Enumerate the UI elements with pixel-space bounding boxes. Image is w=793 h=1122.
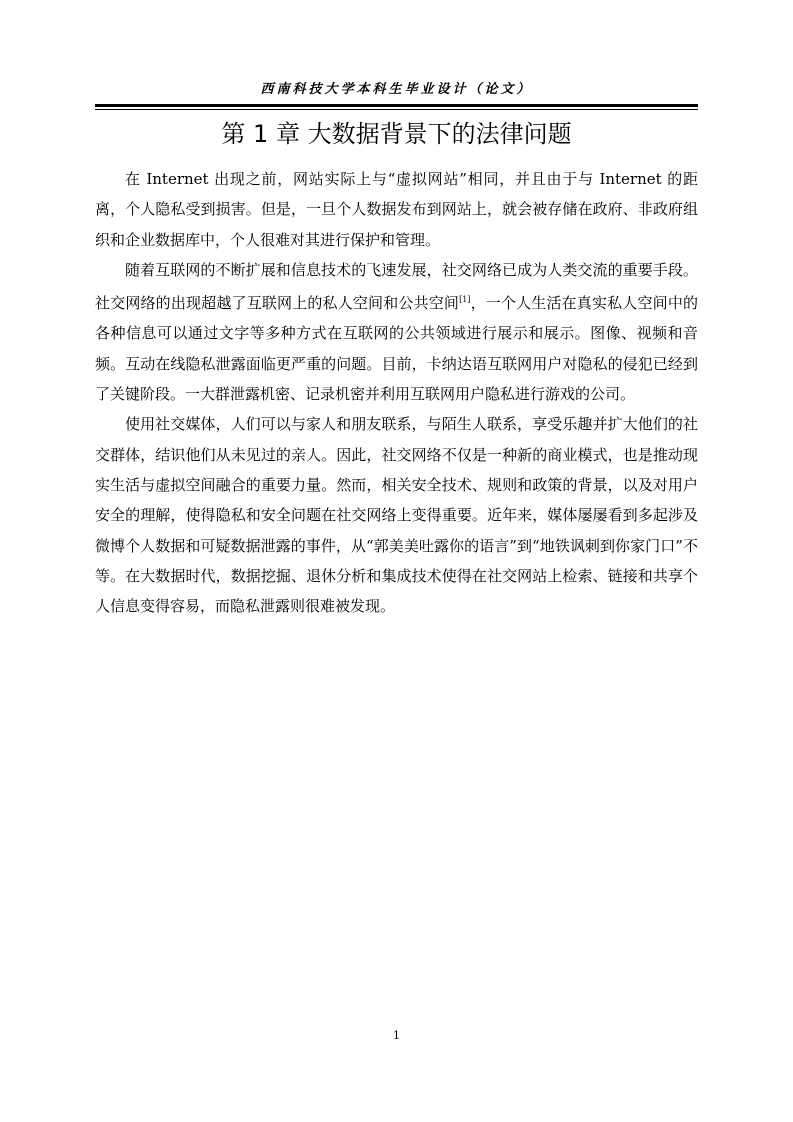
body-text: [95, 164, 698, 621]
citation-ref: [1]: [459, 295, 471, 305]
running-header: 西南科技大学本科生毕业设计（论文）: [260, 82, 533, 97]
paragraph-3: 使用社交媒体，人们可以与家人和朋友联系，与陌生人联系，享受乐趣并扩大他们的社交群体，结识他们从未见过的亲人。因此，社交网络不仅是一种新的商业模式，也是推动现实生活与虚拟空间融合的重要力量。然而，相关安全技术、规则和政策的背景，以及对用户安全的理解，使得隐私和安全问题在社交网络上变得重要。近年来，媒体屡屡看到多起涉及微博个人数据和可疑数据泄露的事件，从“郭美美吐露你的语言”到“地铁讽刺到你家门口”不等。在大数据时代，数据挖掘、退休分析和集成技术使得在社交网站上检索、链接和共享个人信息变得容易，而隐私泄露则很难被发现。: [95, 415, 698, 616]
page-number: 1: [393, 1029, 400, 1042]
header-rule-thin: [95, 109, 698, 110]
paragraph-2: 随着互联网的不断扩展和信息技术的飞速发展，社交网络已成为人类交流的重要手段。社交网络的出现超越了互联网上的私人空间和公共空间[1]，一个人生活在真实私人空间中的各种信息可以通过文字等多种方式在互联网的公共领域进行展示和展示。图像、视频和音频。互动在线隐私泄露面临更严重的问题。目前，卡纳达语互联网用户对隐私的侵犯已经到了关键阶段。一大群泄露机密、记录机密并利用互联网用户隐私进行游戏的公司。: [95, 260, 698, 404]
paragraph-1: 在 Internet 出现之前，网站实际上与“虚拟网站”相同，并且由于与 Internet 的距离，个人隐私受到损害。但是，一旦个人数据发布到网站上，就会被存储在政府、非政府组织和企业数据库中，个人很难对其进行保护和管理。: [95, 170, 698, 249]
chapter-title: 第 1 章 大数据背景下的法律问题: [221, 120, 572, 148]
header-rule-thick: [95, 104, 698, 107]
